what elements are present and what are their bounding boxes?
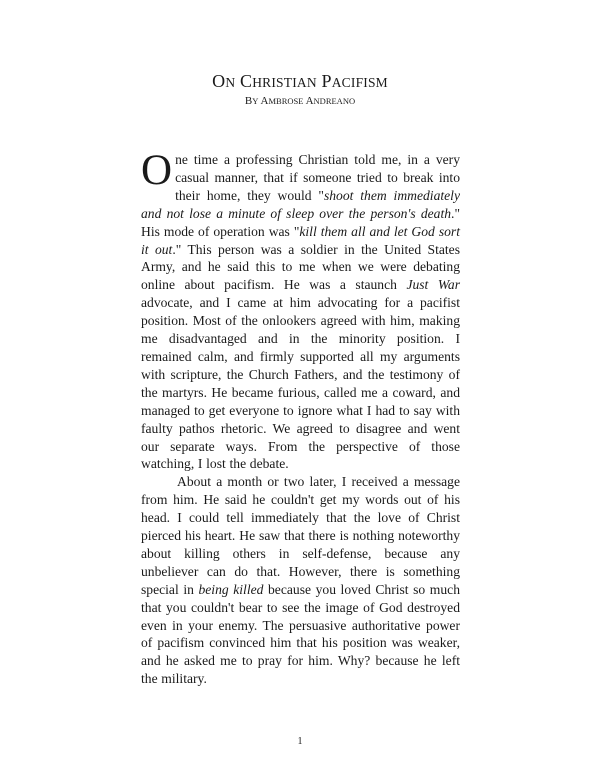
paragraph-2 xyxy=(141,473,460,688)
title-letter: C xyxy=(239,71,253,91)
italic-term: Just War xyxy=(406,277,460,293)
title-letter: O xyxy=(212,71,226,91)
text-run: ne time a professing Christian told me, in a very casual manner, that if someone tried to break into their home, they would " xyxy=(175,152,460,203)
page-title xyxy=(0,71,600,92)
byline-smallcaps: MBROSE xyxy=(268,96,304,106)
italic-term: being killed xyxy=(198,581,264,597)
italic-quote: shoot them immediately and not lose a minute of sleep over the person's death xyxy=(141,187,460,221)
byline-letter: B xyxy=(244,95,253,107)
text-run: ." This person was a soldier in the United States Army, and he said this to me when we were debating online about pacifism. He was a staunch xyxy=(141,241,461,293)
author-byline xyxy=(0,95,600,107)
text-run: advocate, and I came at him advocating for a pacifist position. Most of the onlookers agreed with him, making me disadvantaged and in the minority position. I remained calm, and firmly supported all my arguments with scripture, the Church Fathers, and the testimony of the martyrs. He became furious, called me a coward, and managed to get everyone to ignore what I had to say with faulty pathos rhetoric. We agreed to disagree and went our separate ways. From the perspective of those watching, I lost the debate. xyxy=(141,295,460,472)
paragraph-1 xyxy=(141,147,461,473)
text-run: ." His mode of operation was " xyxy=(141,205,460,239)
title-letter: P xyxy=(321,71,332,91)
article-body xyxy=(141,147,461,688)
title-smallcaps: HRISTIAN xyxy=(252,75,317,90)
byline-letter: A xyxy=(260,95,269,107)
title-smallcaps: N xyxy=(225,75,236,90)
byline-smallcaps: NDREANO xyxy=(313,96,356,106)
text-run: because you loved Christ so much that you couldn't bear to see the image of God destroyed even in your enemy. The persuasive authoritative power of pacifism convinced him that his position was weaker, and he asked me to pray for him. Why? because he left the military. xyxy=(141,581,460,687)
byline-letter: A xyxy=(305,95,314,107)
page-number: 1 xyxy=(297,736,303,747)
title-smallcaps: ACIFISM xyxy=(331,75,388,90)
text-run: About a month or two later, I received a message from him. He said he couldn't get my words out of his head. I could tell immediately that the love of Christ pierced his heart. He saw that there is nothing noteworthy about killing others in self-defense, because any unbeliever can do that. However, there is something special in xyxy=(141,474,460,597)
italic-quote: kill them all and let God sort it out xyxy=(141,223,460,257)
drop-cap: O xyxy=(141,147,173,194)
byline-smallcaps: Y xyxy=(252,96,259,106)
